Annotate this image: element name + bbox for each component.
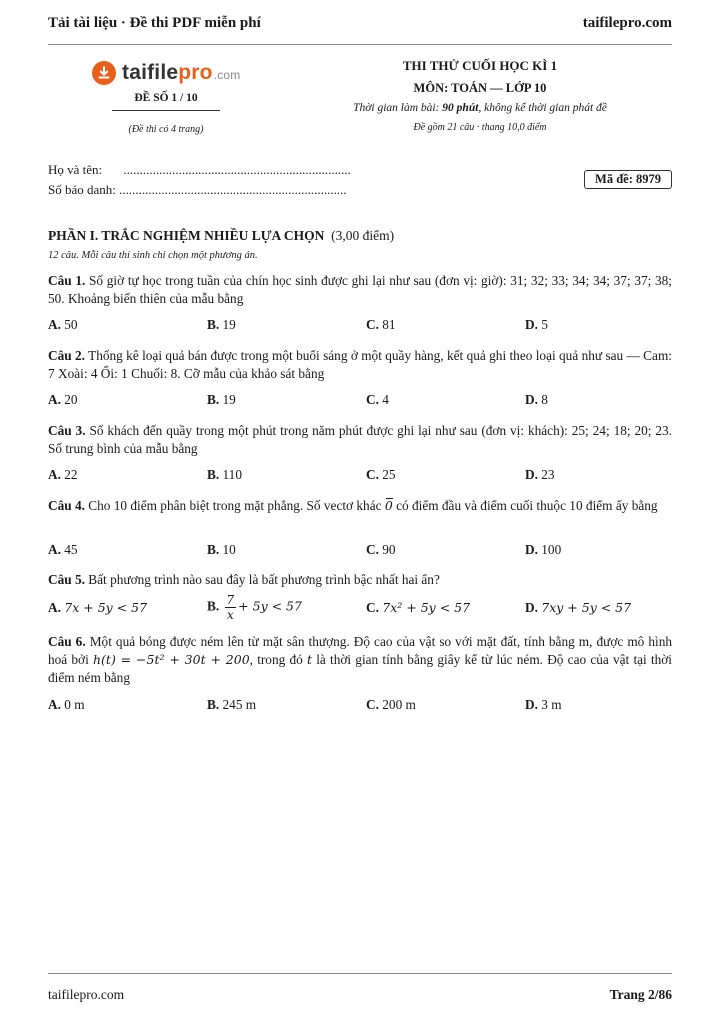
footer-divider — [48, 973, 672, 974]
question-2-options — [48, 392, 672, 412]
zero-vector-symbol: 0 — [384, 498, 393, 513]
option-b[interactable]: B. $\frac{7}{x}$ + 5y < 57 — [207, 593, 302, 622]
option-a[interactable]: A. 45 — [48, 542, 78, 557]
exam-subject: MÔN: TOÁN — LỚP 10 — [413, 81, 547, 95]
question-4-options — [48, 542, 672, 562]
question-1: Câu 1. Số giờ tự học trong tuần của chín học sinh được ghi lại như sau (đơn vị: giờ): 31; 32; 33; 34; 34; 37; 37; 38; 50. Khoảng biến thiên của mẫu bằng — [48, 273, 672, 306]
option-c[interactable]: C. 7x² + 5y < 57 — [366, 600, 471, 615]
option-a[interactable]: A. 20 — [48, 392, 78, 407]
option-b[interactable]: B. 10 — [207, 542, 236, 557]
student-id-field[interactable]: ...................................................................... — [119, 182, 347, 197]
option-c[interactable]: C. 81 — [366, 317, 396, 332]
part-heading: PHẦN I. TRẮC NGHIỆM NHIỀU LỰA CHỌN (3,00 điểm) — [48, 228, 395, 243]
question-6-options — [48, 697, 672, 717]
page-header — [48, 12, 672, 34]
option-c[interactable]: C. 90 — [366, 542, 396, 557]
page-footer — [48, 987, 672, 1003]
option-d[interactable]: D. 100 — [525, 542, 562, 557]
option-c[interactable]: C. 25 — [366, 467, 396, 482]
student-name-label: Họ và tên: — [48, 162, 103, 177]
download-icon — [92, 61, 116, 85]
option-d[interactable]: D. 8 — [525, 392, 548, 407]
question-2: Câu 2. Thống kê loại quả bán được trong một buổi sáng ở một quầy hàng, kết quả ghi theo loại quả như sau — Cam: 7 Xoài: 4 Ổi: 1 Chuối: 8. Cỡ mẫu của khảo sát bằng — [48, 348, 672, 381]
option-a[interactable]: A. 7x + 5y < 57 — [48, 600, 148, 615]
option-a[interactable]: A. 50 — [48, 317, 78, 332]
option-b[interactable]: B. 19 — [207, 392, 236, 407]
exam-time: Thời gian làm bài: 90 phút, không kể thời gian phát đề — [353, 102, 607, 114]
header-left-text: Tải tài liệu · Đề thi PDF miễn phí — [48, 14, 261, 31]
question-3-options — [48, 467, 672, 487]
student-id-label: Số báo danh: — [48, 182, 116, 197]
header-site-link[interactable]: taifilepro.com — [582, 14, 672, 31]
option-d[interactable]: D. 23 — [525, 467, 555, 482]
option-c[interactable]: C. 4 — [366, 392, 389, 407]
student-name-field[interactable]: ...................................................................... — [123, 162, 351, 177]
option-b[interactable]: B. 19 — [207, 317, 236, 332]
question-6: Câu 6. Một quả bóng được ném lên từ mặt sân thượng. Độ cao của vật so với mặt đất, tính bằng m, được mô hình hoá bởi h(t) = −5t² + 30t + 200, trong đó t là thời gian tính bằng giây kể từ lúc ném. Độ cao của vật tại thời điểm ném bằng — [48, 634, 673, 685]
fraction-7-over-x: $\frac{7}{x}$ — [226, 593, 235, 622]
page-number: Trang 2/86 — [609, 987, 672, 1002]
part-instructions: 12 câu. Mỗi câu thí sinh chỉ chọn một phương án. — [48, 250, 258, 261]
student-name-row — [48, 162, 351, 178]
option-a[interactable]: A. 22 — [48, 467, 78, 482]
option-b[interactable]: B. 245 m — [207, 697, 257, 712]
exam-title: THI THỬ CUỐI HỌC KÌ 1 — [402, 58, 558, 73]
question-4: Câu 4. Cho 10 điểm phân biệt trong mặt phẳng. Số vectơ khác 0 có điểm đầu và điểm cuối thuộc 10 điểm ấy bằng — [48, 498, 658, 513]
logo-wordmark: taifilepro.com — [122, 61, 241, 84]
question-1-options — [48, 317, 672, 337]
option-d[interactable]: D. 3 m — [525, 697, 562, 712]
exam-summary: Đề gồm 21 câu · thang 10,0 điểm — [413, 122, 547, 133]
option-d[interactable]: D. 5 — [525, 317, 548, 332]
question-5-options — [48, 593, 672, 622]
option-b[interactable]: B. 110 — [207, 467, 242, 482]
question-5: Câu 5. Bất phương trình nào sau đây là bất phương trình bậc nhất hai ẩn? — [48, 572, 440, 587]
site-logo[interactable] — [92, 61, 241, 85]
exam-code-box: Mã đề: 8979 — [584, 170, 672, 189]
header-divider — [48, 44, 672, 45]
option-c[interactable]: C. 200 m — [366, 697, 416, 712]
student-id-row — [48, 182, 347, 198]
option-a[interactable]: A. 0 m — [48, 697, 85, 712]
exam-number: ĐỀ SỐ 1 / 10 — [112, 92, 220, 111]
page-count-note: (Đề thi có 4 trang) — [128, 124, 204, 135]
footer-site-link[interactable]: taifilepro.com — [48, 987, 125, 1002]
option-d[interactable]: D. 7xy + 5y < 57 — [525, 600, 632, 615]
question-3: Câu 3. Số khách đến quầy trong một phút trong năm phút được ghi lại như sau (đơn vị: khách): 25; 24; 18; 20; 23. Số trung bình của mẫu bằng — [48, 423, 673, 456]
